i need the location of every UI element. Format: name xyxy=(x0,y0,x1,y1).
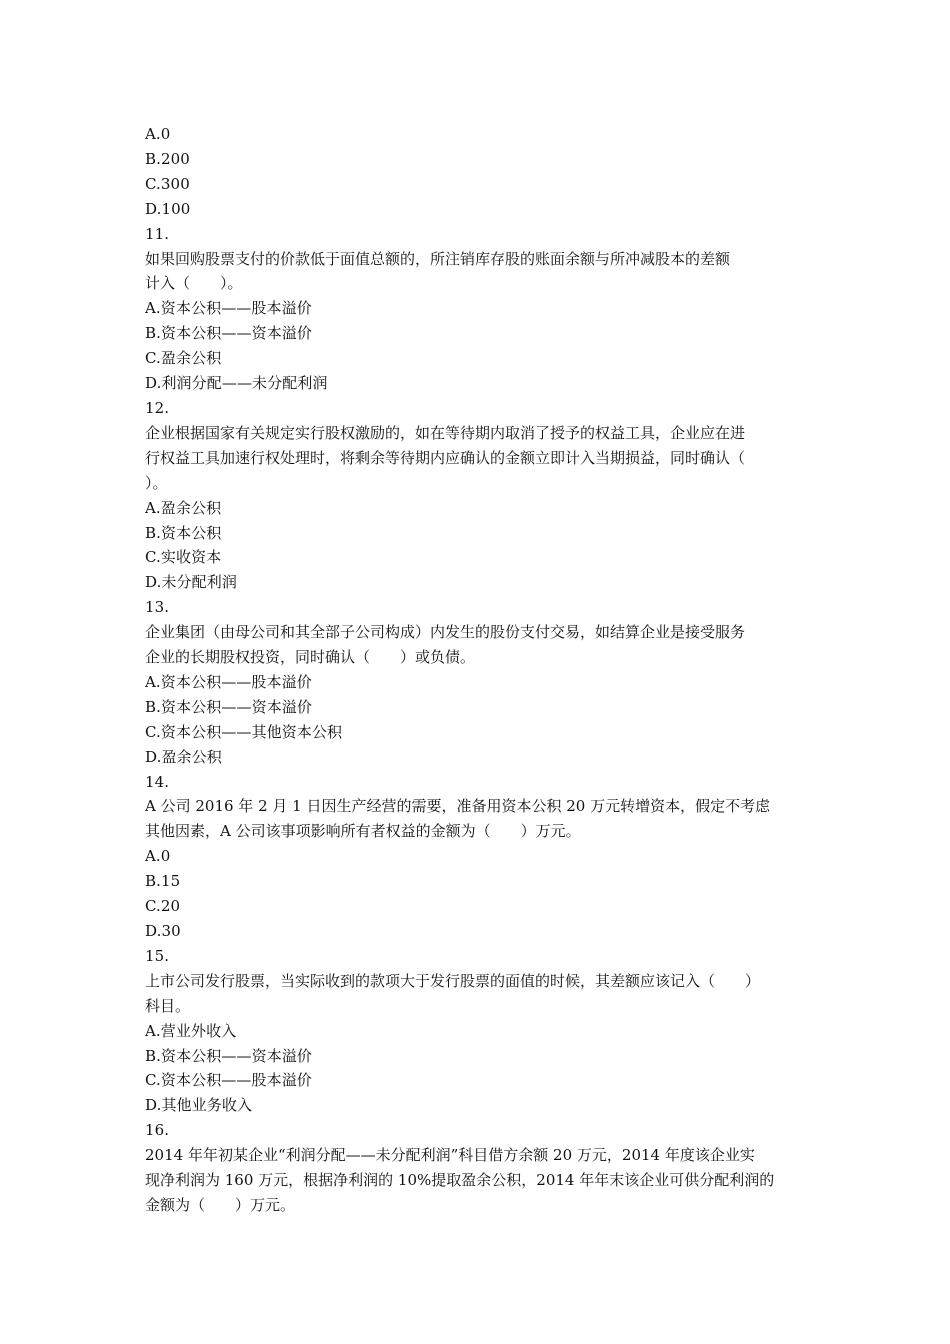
question-stem-line: 企业根据国家有关规定实行股权激励的，如在等待期内取消了授予的权益工具，企业应在进 xyxy=(145,423,746,442)
option-b: B.15 xyxy=(145,872,181,891)
option-d: D.利润分配——未分配利润 xyxy=(145,374,328,393)
question-stem-line: A 公司 2016 年 2 月 1 日因生产经营的需要，准备用资本公积 20 万元转增资本，假定不考虑 xyxy=(145,797,771,816)
question-stem-line: 行权益工具加速行权处理时，将剩余等待期内应确认的金额立即计入当期损益，同时确认（ xyxy=(145,448,746,467)
option-a: A.资本公积——股本溢价 xyxy=(145,672,312,691)
question-stem-line: 上市公司发行股票，当实际收到的款项大于发行股票的面值的时候，其差额应该记入（ ） xyxy=(145,971,761,990)
option-c: C.300 xyxy=(145,174,190,193)
previous-question-options xyxy=(145,122,810,222)
question-number: 12. xyxy=(145,398,170,417)
question-16 xyxy=(145,1118,810,1218)
option-b: B.资本公积——资本溢价 xyxy=(145,1046,312,1065)
question-stem-line: 其他因素，A 公司该事项影响所有者权益的金额为（ ）万元。 xyxy=(145,822,581,841)
question-stem-line: 现净利润为 160 万元，根据净利润的 10%提取盈余公积，2014 年年末该企业可供分配利润的 xyxy=(145,1171,775,1190)
option-d: D.其他业务收入 xyxy=(145,1096,253,1115)
option-b: B.资本公积——资本溢价 xyxy=(145,697,312,716)
option-b: B.资本公积 xyxy=(145,523,222,542)
question-15 xyxy=(145,944,810,1118)
question-number: 15. xyxy=(145,946,170,965)
question-number: 14. xyxy=(145,772,170,791)
question-11 xyxy=(145,222,810,396)
question-number: 13. xyxy=(145,598,170,617)
question-stem-line: 2014 年年初某企业“利润分配——未分配利润”科目借方余额 20 万元，2014 年度该企业实 xyxy=(145,1146,755,1165)
question-stem-line: 科目。 xyxy=(145,996,191,1015)
option-a: A.营业外收入 xyxy=(145,1021,237,1040)
question-stem-line: 如果回购股票支付的价款低于面值总额的，所注销库存股的账面余额与所冲减股本的差额 xyxy=(145,249,731,268)
option-c: C.盈余公积 xyxy=(145,349,222,368)
question-stem-line: 企业集团（由母公司和其全部子公司构成）内发生的股份支付交易，如结算企业是接受服务 xyxy=(145,623,746,642)
option-d: D.未分配利润 xyxy=(145,573,237,592)
question-13 xyxy=(145,595,810,769)
option-a: A.0 xyxy=(145,125,171,143)
option-d: D.100 xyxy=(145,199,191,218)
option-a: A.盈余公积 xyxy=(145,498,222,517)
option-b: B.200 xyxy=(145,149,190,168)
option-b: B.资本公积——资本溢价 xyxy=(145,324,312,343)
option-c: C.资本公积——其他资本公积 xyxy=(145,722,343,741)
question-number: 16. xyxy=(145,1121,170,1140)
option-d: D.盈余公积 xyxy=(145,747,222,766)
option-c: C.资本公积——股本溢价 xyxy=(145,1071,312,1090)
question-stem-line: 计入（ ）。 xyxy=(145,274,243,293)
question-number: 11. xyxy=(145,224,170,243)
question-stem-line: 金额为（ ）万元。 xyxy=(145,1195,296,1214)
question-12 xyxy=(145,396,810,595)
option-a: A.0 xyxy=(145,847,171,866)
option-d: D.30 xyxy=(145,922,181,940)
document-page xyxy=(145,122,810,1218)
option-a: A.资本公积——股本溢价 xyxy=(145,299,312,318)
question-stem-line: 企业的长期股权投资，同时确认（ ）或负债。 xyxy=(145,648,476,667)
option-c: C.20 xyxy=(145,897,181,916)
question-stem-line: ）。 xyxy=(145,473,168,492)
option-c: C.实收资本 xyxy=(145,548,222,567)
question-14 xyxy=(145,770,810,944)
